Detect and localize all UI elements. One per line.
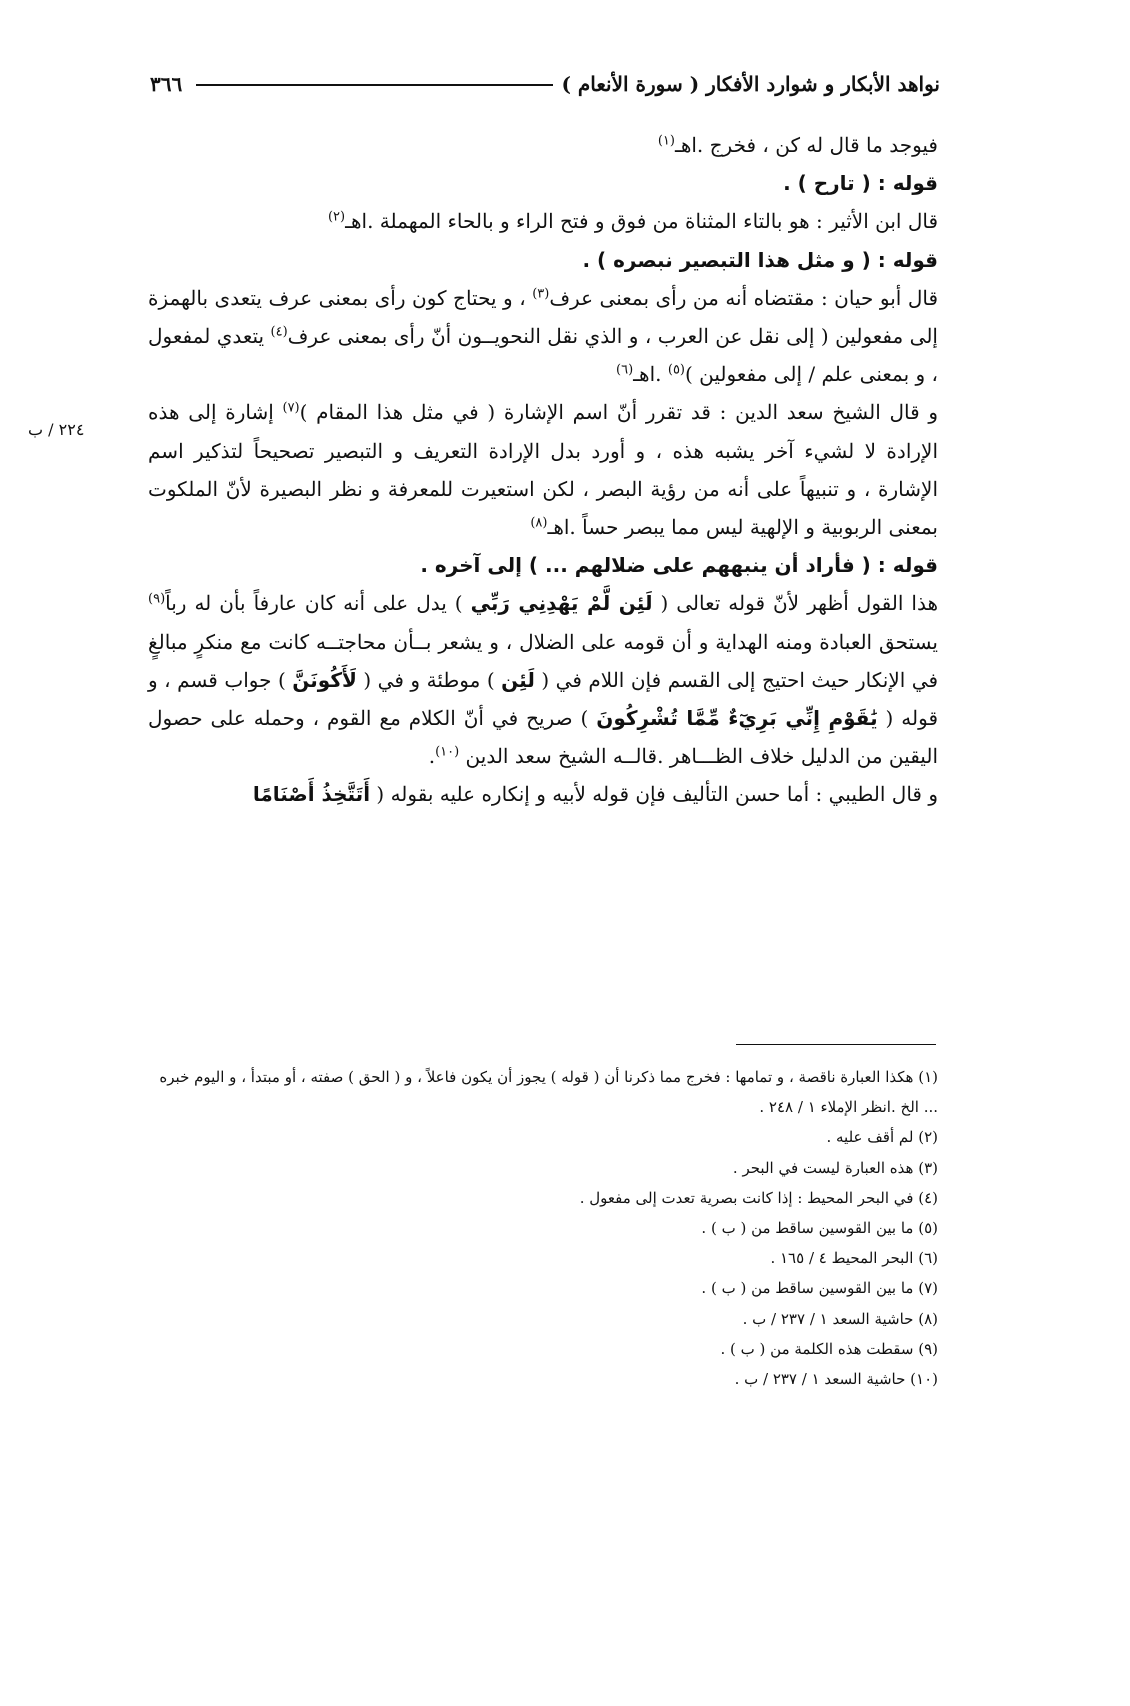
lemma-heading: قوله : ( تارح ) . bbox=[783, 171, 938, 196]
footnote-ref: (٢) bbox=[327, 209, 346, 225]
footnote-ref: (١٠) bbox=[435, 744, 460, 760]
footnote-ref: (٩) bbox=[148, 591, 166, 607]
footnote-ref: (٤) bbox=[270, 324, 288, 340]
text: يستحق العبادة ومنه الهداية و أن قومه على الضلال ، و يشعر بــأن محاجتــه كانت مع منكرٍ مبالغٍ في الإنكار حيث احتيج إلى القسم فإن اللام في ( bbox=[148, 629, 939, 692]
paragraph-6 bbox=[148, 775, 938, 813]
footnote-ref: (١) bbox=[657, 133, 675, 149]
text: ) جواب قسم ، و قوله ( bbox=[148, 667, 939, 731]
quran-quote: لَئِن bbox=[501, 667, 535, 692]
main-text bbox=[148, 126, 938, 814]
footnote-ref: (٧) bbox=[282, 400, 300, 416]
footnote: (٢) لم أقف عليه . bbox=[826, 1128, 938, 1147]
running-header bbox=[150, 62, 940, 96]
quran-quote: أَتَتَّخِذُ أَصْنَامًا bbox=[252, 782, 371, 807]
lemma-heading: قوله : ( و مثل هذا التبصير نبصره ) . bbox=[582, 247, 938, 272]
footnotes bbox=[148, 1062, 938, 1394]
margin-folio-note: ٢٢٤ / ب bbox=[28, 420, 85, 439]
header-title: نواهد الأبكار و شوارد الأفكار ( سورة الأنعام ) bbox=[561, 72, 940, 96]
footnote-ref: (٦) bbox=[616, 362, 634, 378]
footnote: (٥) ما بين القوسين ساقط من ( ب ) . bbox=[701, 1219, 938, 1238]
footnote-separator bbox=[736, 1044, 936, 1045]
footnote: (٣) هذه العبارة ليست في البحر . bbox=[732, 1158, 938, 1177]
text: يتعدي لمفعول ، و بمعنى علم / إلى مفعولين ) bbox=[148, 324, 938, 387]
quran-quote: لَئِن لَّمْ يَهْدِنِي رَبِّي bbox=[470, 591, 653, 616]
paragraph-4 bbox=[148, 393, 938, 546]
footnote: (٧) ما بين القوسين ساقط من ( ب ) . bbox=[701, 1279, 938, 1298]
text: و قال الشيخ سعد الدين : قد تقرر أنّ اسم الإشارة ( في مثل هذا المقام ) bbox=[299, 400, 938, 425]
footnote: (٤) في البحر المحيط : إذا كانت بصرية تعدت إلى مفعول . bbox=[579, 1188, 938, 1207]
footnote: (٩) سقطت هذه الكلمة من ( ب ) . bbox=[720, 1339, 938, 1358]
footnote: (١٠) حاشية السعد ١ / ٢٣٧ / ب . bbox=[734, 1370, 938, 1389]
text: فيوجد ما قال له كن ، فخرج .اهـ bbox=[674, 133, 938, 157]
text: قال أبو حيان : مقتضاه أنه من رأى بمعنى عرف bbox=[549, 285, 939, 310]
footnote: (٦) البحر المحيط ٤ / ١٦٥ . bbox=[770, 1249, 938, 1268]
lemma-heading: قوله : ( فأراد أن ينبههم على ضلالهم ... ) إلى آخره . bbox=[420, 553, 938, 578]
quran-quote: يَٰقَوْمِ إِنِّي بَرِيٓءٌ مِّمَّا تُشْرِكُونَ bbox=[596, 706, 878, 731]
paragraph-1 bbox=[148, 126, 938, 164]
text: ) يدل على أنه كان عارفاً بأن له رباً bbox=[165, 591, 471, 616]
quran-quote: لَأَكُونَنَّ bbox=[292, 667, 357, 692]
text: ) موطئة و في ( bbox=[356, 667, 502, 692]
footnote: (٨) حاشية السعد ١ / ٢٣٧ / ب . bbox=[742, 1309, 938, 1328]
header-rule bbox=[196, 84, 553, 86]
paragraph-3 bbox=[148, 279, 938, 394]
paragraph-2 bbox=[148, 202, 938, 240]
footnote: (١) هكذا العبارة ناقصة ، و تمامها : فخرج مما ذكرنا أن ( قوله ) يجوز أن يكون فاعلاً ، و ( الحق ) صفته ، أو مبتدأ ، و اليوم خبره ... الخ .انظر الإملاء ١ / ٢٤٨ . bbox=[159, 1068, 938, 1117]
text: ) صريح في أنّ الكلام مع القوم ، وحمله على حصول اليقين من الدليل خلاف الظـــاهر .قالــه الشيخ سعد الدين bbox=[148, 706, 938, 769]
text: . bbox=[428, 744, 436, 769]
page-number: ٣٦٦ bbox=[150, 72, 183, 96]
text: ، و يحتاج كون رأى بمعنى عرف يتعدى بالهمزة إلى مفعولين ( إلى نقل عن العرب ، و الذي نقل النحويــون أنّ رأى بمعنى عرف bbox=[148, 285, 938, 349]
text: قال ابن الأثير : هو بالتاء المثناة من فوق و فتح الراء و بالحاء المهملة .اهـ bbox=[345, 209, 938, 234]
footnote-ref: (٨) bbox=[530, 515, 548, 531]
text: و قال الطيبي : أما حسن التأليف فإن قوله لأبيه و إنكاره عليه بقوله ( bbox=[370, 782, 938, 807]
text: إشارة إلى هذه الإرادة لا لشيء آخر يشبه هذه ، و أورد بدل الإرادة التعريف و التبصير تصحيحاً لتذكير اسم الإشارة ، و تنبيهاً على أنه من رؤية البصر ، لكن استعيرت للمعرفة و نظر البصيرة لأنّ الملكوت بمعنى الربوبية و الإلهية ليس مما يبصر حساً .اهـ bbox=[148, 400, 938, 540]
paragraph-5 bbox=[148, 584, 938, 775]
text: .اهـ bbox=[633, 362, 668, 387]
text: هذا القول أظهر لأنّ قوله تعالى ( bbox=[652, 591, 938, 616]
footnote-ref: (٥) bbox=[667, 362, 685, 378]
footnote-ref: (٣) bbox=[532, 286, 550, 302]
